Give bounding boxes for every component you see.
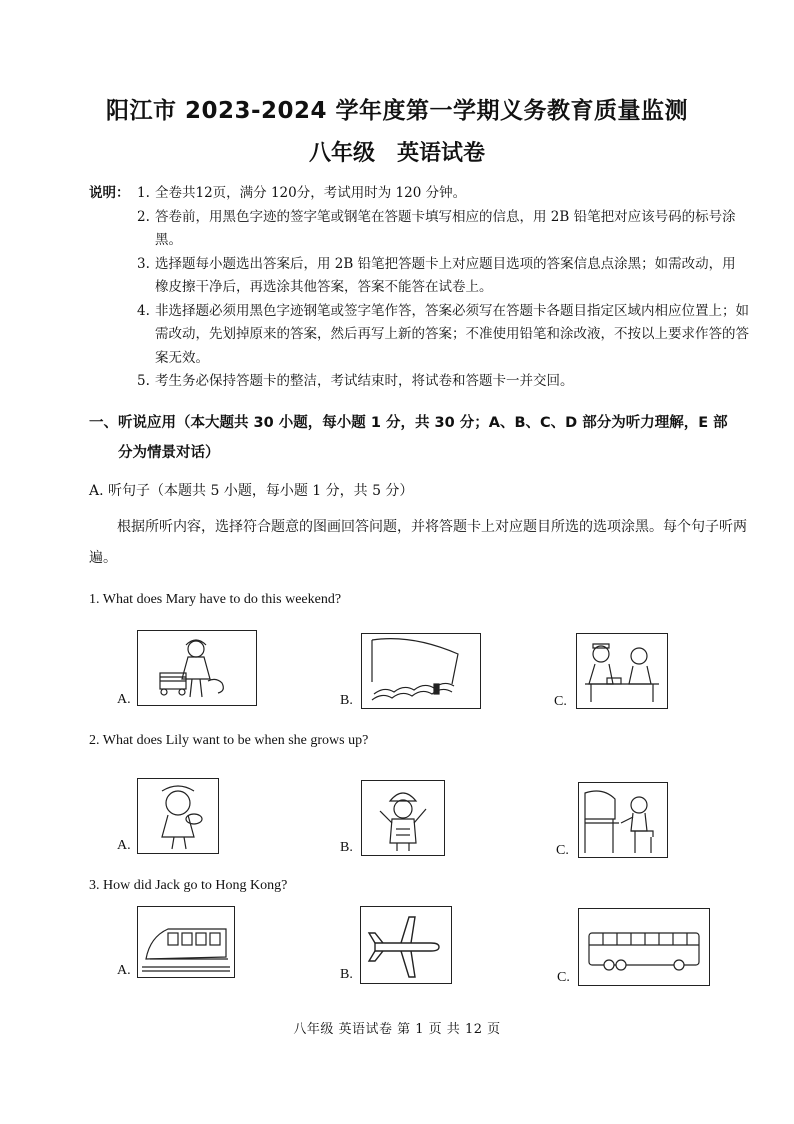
exam-title: 阳江市 2023-2024 学年度第一学期义务教育质量监测: [105, 98, 689, 124]
option-label: B.: [340, 840, 353, 855]
option-label: B.: [340, 693, 353, 708]
girl-cleaning-icon: [137, 630, 257, 706]
note-item: 1. 全卷共12页，满分 120分，考试用时为 120 分钟。: [137, 185, 467, 201]
notes-label: 说明：: [89, 185, 130, 201]
page-footer: 八年级 英语试卷 第 1 页 共 12 页: [293, 1022, 501, 1037]
question-2: 2. What does Lily want to be when she grows up?: [89, 733, 369, 748]
pianist-icon: [578, 782, 668, 858]
question-3: 3. How did Jack go to Hong Kong?: [89, 878, 288, 893]
listening-instructions: 根据所听内容，选择符合题意的图画回答问题，并将答题卡上对应题目所选的选项涂黑。每个句子听两遍。: [89, 519, 747, 566]
subject-label: 英语试卷: [397, 141, 486, 166]
instructions-block: [89, 182, 749, 394]
option-label: A.: [117, 963, 131, 978]
option-label: A.: [117, 692, 131, 707]
subsection-heading: A. 听句子（本题共 5 小题，每小题 1 分，共 5 分）: [89, 483, 414, 499]
doctor-patient-icon: [576, 633, 668, 709]
option-label: C.: [556, 843, 569, 858]
note-item: 4. 非选择题必须用黑色字迹钢笔或签字笔作答，答案必须写在答题卡各题目指定区域内相应位置上；如需改动，先划掉原来的答案，然后再写上新的答案；不准使用铅笔和涂改液，不按以上要求作答的答案无效。: [137, 302, 749, 366]
option-label: B.: [340, 967, 353, 982]
note-item: 5. 考生务必保持答题卡的整洁，考试结束时，将试卷和答题卡一并交回。: [137, 373, 574, 389]
option-label: C.: [554, 694, 567, 709]
note-item: 2. 答卷前，用黑色字迹的签字笔或钢笔在答题卡填写相应的信息，用 2B 铅笔把对应该号码的标号涂黑。: [137, 208, 736, 248]
bus-icon: [578, 908, 710, 986]
exam-subtitle: [0, 136, 794, 167]
worker-icon: [361, 780, 445, 856]
airplane-icon: [360, 906, 452, 984]
note-item: 3. 选择题每小题选出答案后，用 2B 铅笔把答题卡上对应题目选项的答案信息点涂黑；如需改动，用橡皮擦干净后，再选涂其他答案，答案不能答在试卷上。: [137, 255, 736, 295]
section-heading: 一、听说应用（本大题共 30 小题，每小题 1 分，共 30 分；A、B、C、D 部分为听力理解，E 部 分为情景对话）: [89, 415, 728, 461]
painter-girl-icon: [137, 778, 219, 854]
question-1: 1. What does Mary have to do this weekend?: [89, 592, 342, 607]
option-label: C.: [557, 970, 570, 985]
field-planting-icon: [361, 633, 481, 709]
train-icon: [137, 906, 235, 978]
grade-label: 八年级: [308, 141, 375, 166]
option-label: A.: [117, 838, 131, 853]
